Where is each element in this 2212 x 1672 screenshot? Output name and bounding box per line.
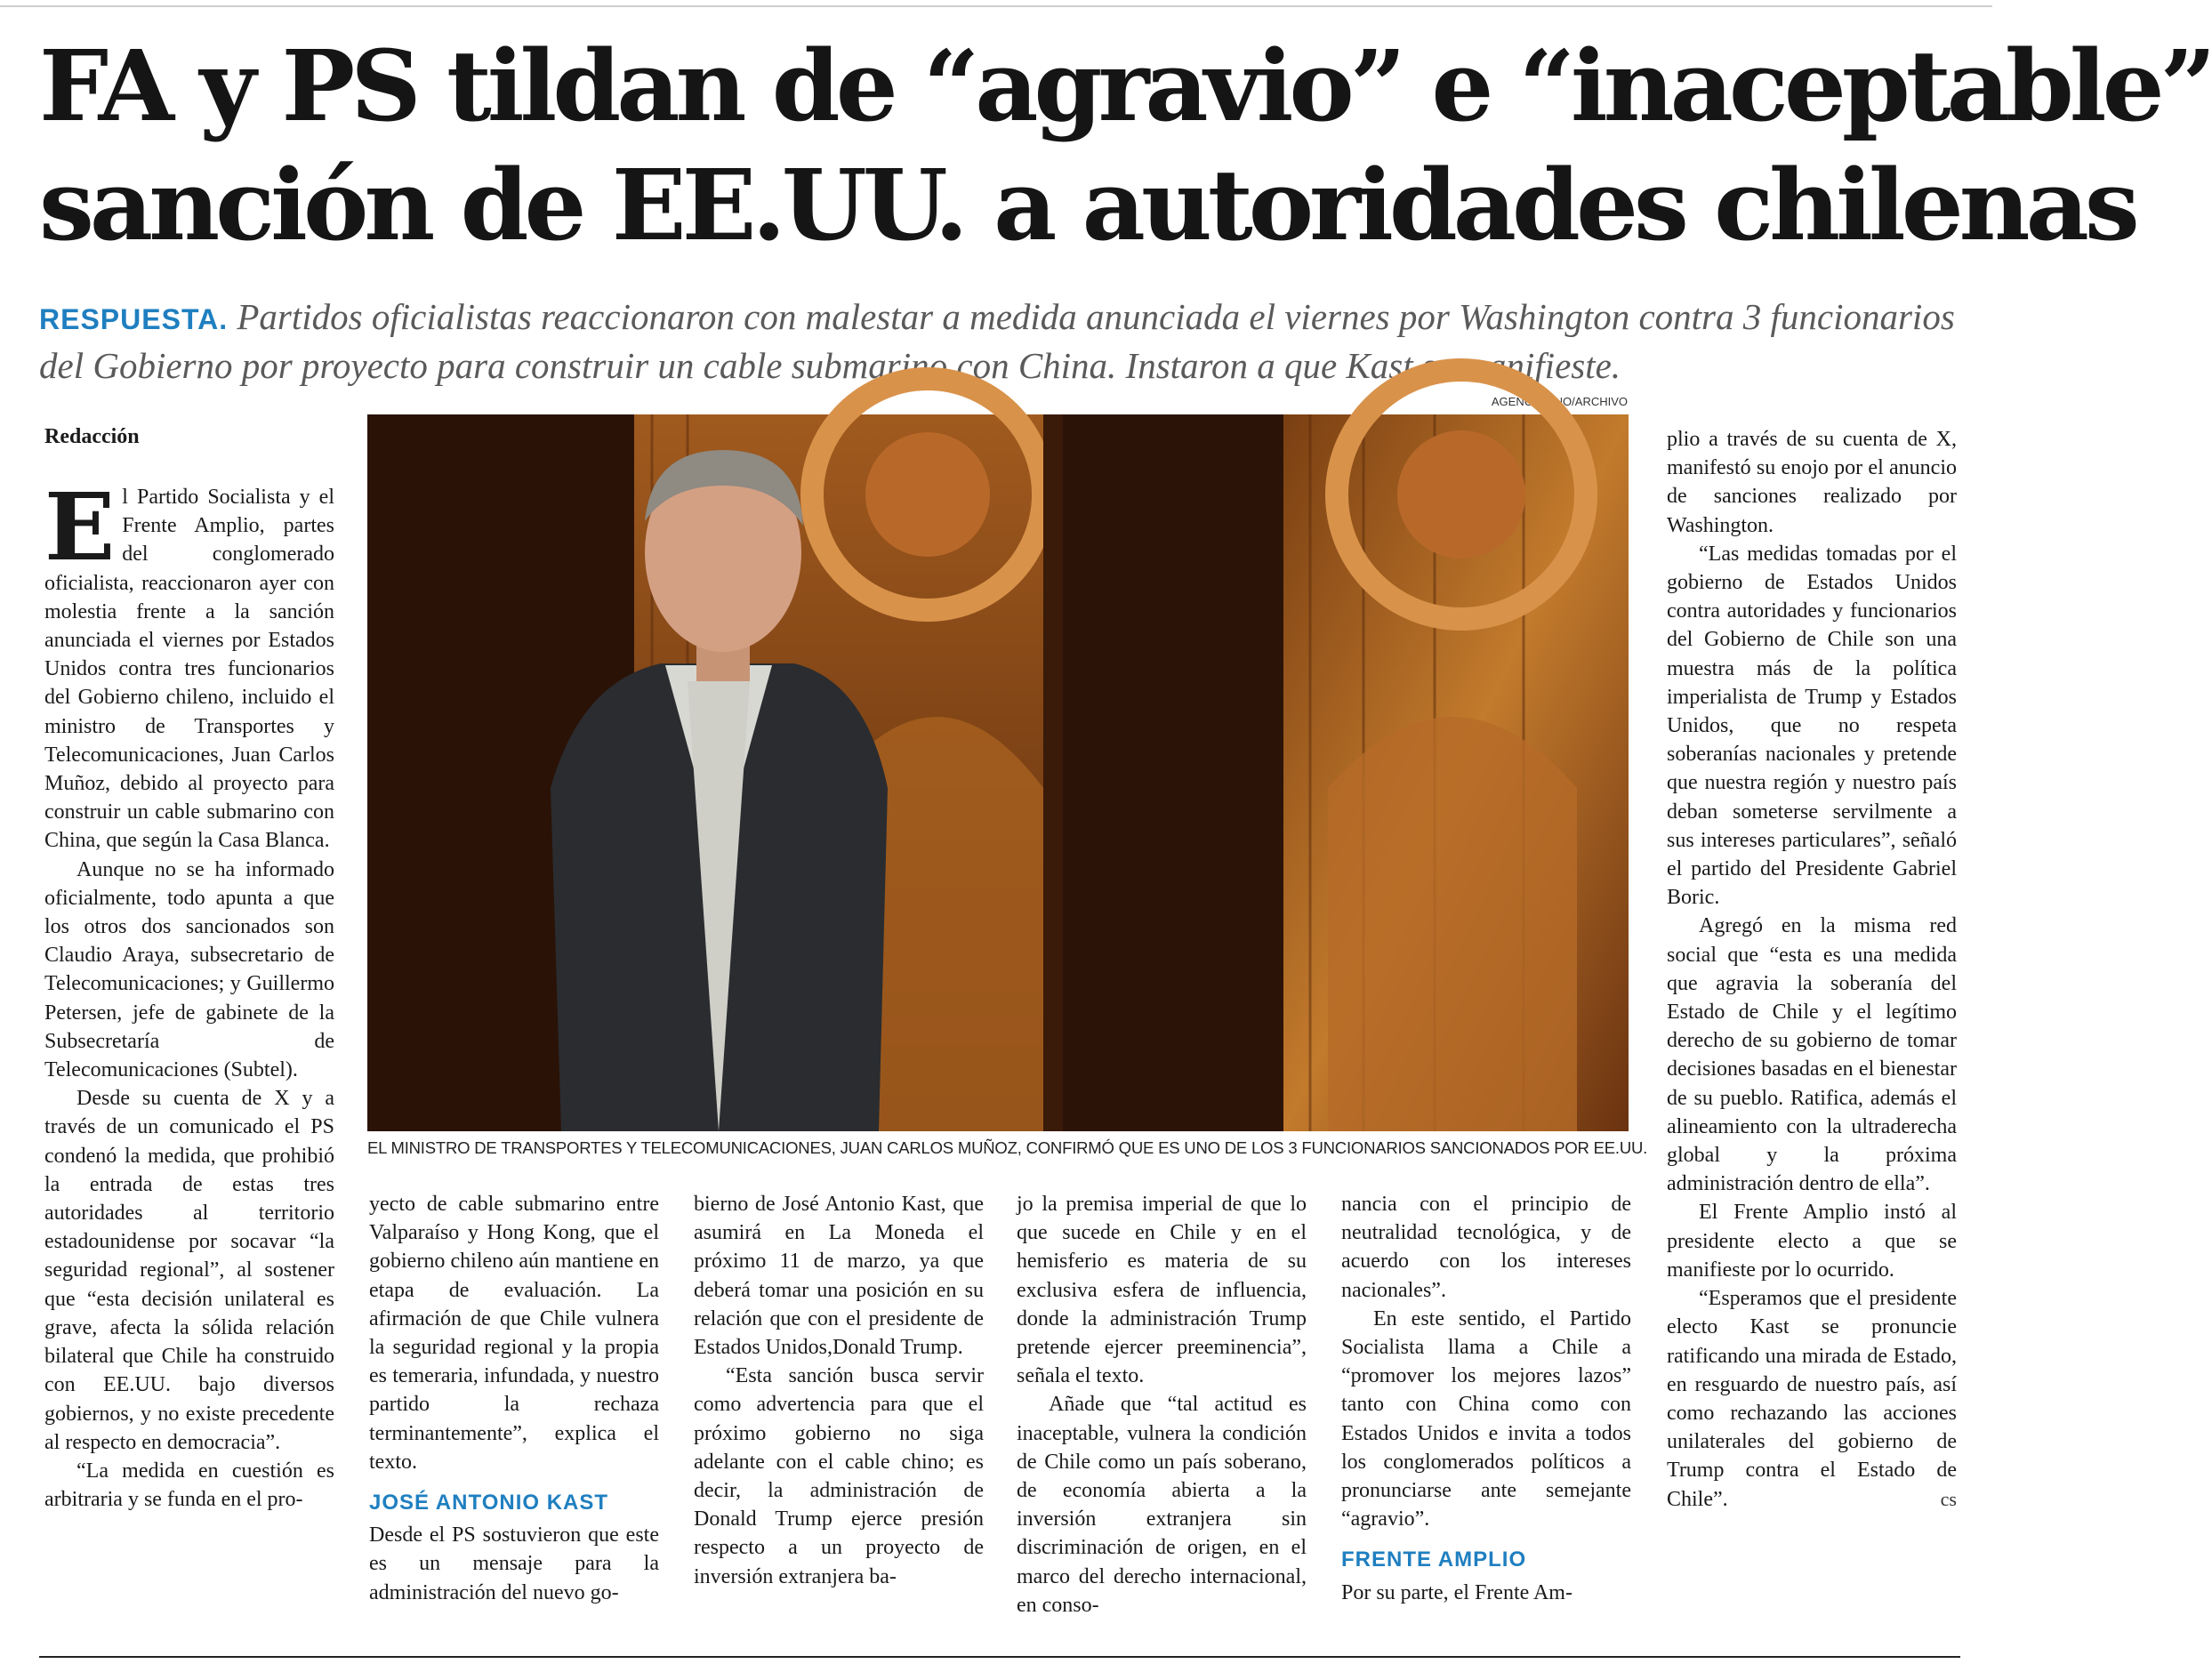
subhead-frente-amplio: FRENTE AMPLIO bbox=[1341, 1547, 1527, 1572]
article-photo bbox=[367, 414, 1629, 1131]
top-rule bbox=[0, 5, 1992, 7]
paragraph: jo la premisa imperial de que lo que sucede en Chile y en el hemisferio es materia de su exclusiva esfera de influencia, donde la administración Trump pretende ejercer preeminencia”, señala el texto. bbox=[1017, 1193, 1307, 1388]
paragraph: Aunque no se ha informado oficialmente, todo apunta a que los otros dos sancionados son Claudio Araya, subsecretario de Telecomunicaciones; y Guillermo Petersen, jefe de gabinete de la Subsecretaría de Telecomunicaciones (Subtel). bbox=[44, 857, 334, 1082]
column-2 bbox=[369, 1190, 659, 1607]
paragraph: yecto de cable submarino entre Valparaíso y Hong Kong, que el gobierno chileno aún mantiene en etapa de evaluación. La afirmación de que Chile vulnera la seguridad regional y la propia es temeraria, infundada, y nuestro partido la rechaza terminantemente”, explica el texto. bbox=[369, 1193, 659, 1474]
paragraph: “La medida en cuestión es arbitraria y se funda en el pro- bbox=[44, 1459, 334, 1512]
photo-caption: EL MINISTRO DE TRANSPORTES Y TELECOMUNICACIONES, JUAN CARLOS MUÑOZ, CONFIRMÓ QUE ES UNO DE LOS 3 FUNCIONARIOS SANCIONADOS POR EE.UU. bbox=[367, 1138, 1648, 1157]
headline-line-1: FA y PS tildan de “agravio” e “inaceptable” bbox=[39, 28, 2212, 143]
dek-text: Partidos oficialistas reaccionaron con malestar a medida anunciada el viernes por Washington contra 3 funcionarios del Gobierno por proyecto para construir un cable submarino con China. Instaron a que Kast se manifieste. bbox=[39, 296, 1955, 386]
paragraph: “Esta sanción busca servir como advertencia para que el próximo gobierno no siga adelante con el cable chino; es decir, la administración de Donald Trump ejerce presión respecto a un proyecto de inversión extranjera ba- bbox=[694, 1364, 984, 1588]
bottom-rule bbox=[39, 1656, 1960, 1658]
paragraph: Desde su cuenta de X y a través de un comunicado el PS condenó la medida, que prohibió la entrada de estas tres autoridades al territorio estadounidense por socavar “la seguridad regional”, al sostener que “esta decisión unilateral es grave, afecta la sólida relación bilateral que Chile ha construido con EE.UU. bajo diversos gobiernos, y no existe precedente al respecto en democracia”. bbox=[44, 1087, 334, 1454]
end-mark: cs bbox=[1940, 1487, 1957, 1510]
headline-line-2: sanción de EE.UU. a autoridades chilenas bbox=[39, 148, 2136, 262]
photo-credit: AGENCIA UNO/ARCHIVO bbox=[1491, 395, 1628, 408]
paragraph: plio a través de su cuenta de X, manifestó su enojo por el anuncio de sanciones realizado por Washington. bbox=[1667, 428, 1957, 537]
paragraph: Agregó en la misma red social que “esta es una medida que agravia la soberanía del Estado de Chile y el legítimo derecho de su gobierno de tomar decisiones basadas en el bienestar de su pueblo. Ratifica, además el alineamiento con la ultraderecha global y la próxima administración dentro de ella”. bbox=[1667, 914, 1957, 1196]
photo-illustration bbox=[367, 414, 1629, 1131]
paragraph: En este sentido, el Partido Socialista llama a Chile a “promover los mejores lazos” tanto con China como con Estados Unidos e invita a todos los conglomerados políticos a pronunciarse ante semejante “agravio”. bbox=[1341, 1306, 1631, 1531]
column-1 bbox=[44, 472, 334, 1514]
paragraph: “Esperamos que el presidente electo Kast se pronuncie ratificando una mirada de Estado, en resguardo de nuestro país, así como rechazando las acciones unilaterales del gobierno de Trump contra el Estado de Chile”. cs bbox=[1667, 1284, 1957, 1514]
paragraph: El Partido Socialista y el Frente Amplio, partes del conglomerado oficialista, reaccionaron ayer con molestia frente a la sanción anunciada el viernes por Estados Unidos contra tres funcionarios del Gobierno chileno, incluido el ministro de Transportes y Telecomunicaciones, Juan Carlos Muñoz, debido al proyecto para construir un cable submarino con China, que según la Casa Blanca. bbox=[44, 472, 334, 853]
drop-cap: E bbox=[44, 472, 116, 582]
headline bbox=[39, 27, 2212, 265]
paragraph: El Frente Amplio instó al presidente electo a que se manifieste por lo ocurrido. bbox=[1667, 1201, 1957, 1282]
paragraph: Por su parte, el Frente Am- bbox=[1341, 1580, 1573, 1604]
byline: Redacción bbox=[44, 425, 140, 448]
column-3 bbox=[694, 1190, 984, 1591]
column-6 bbox=[1667, 425, 1957, 1514]
dek-label: RESPUESTA. bbox=[39, 303, 229, 335]
paragraph: “Las medidas tomadas por el gobierno de Estados Unidos contra autoridades y funcionarios del Gobierno de Chile son una muestra más de la política imperialista de Trump y Estados Unidos, que no respeta soberanías nacionales y pretende que nuestra región y nuestro país deban someterse servilmente a sus intereses particulares”, señaló el partido del Presidente Gabriel Boric. bbox=[1667, 542, 1957, 910]
paragraph: bierno de José Antonio Kast, que asumirá en La Moneda el próximo 11 de marzo, ya que deberá tomar una posición en su relación que con el presidente de Estados Unidos,Donald Trump. bbox=[694, 1193, 984, 1360]
column-4 bbox=[1017, 1190, 1307, 1620]
dek bbox=[39, 293, 1969, 389]
paragraph: nancia con el principio de neutralidad tecnológica, y de acuerdo con los intereses nacionales”. bbox=[1341, 1193, 1631, 1302]
paragraph: Añade que “tal actitud es inaceptable, vulnera la condición de Chile como un país soberano, de economía abierta a la inversión extranjera sin discriminación de origen, en el marco del derecho internacional, en conso- bbox=[1017, 1393, 1307, 1617]
column-5 bbox=[1341, 1190, 1631, 1607]
paragraph: Desde el PS sostuvieron que este es un mensaje para la administración del nuevo go- bbox=[369, 1523, 659, 1604]
subhead-kast: JOSÉ ANTONIO KAST bbox=[369, 1491, 609, 1515]
